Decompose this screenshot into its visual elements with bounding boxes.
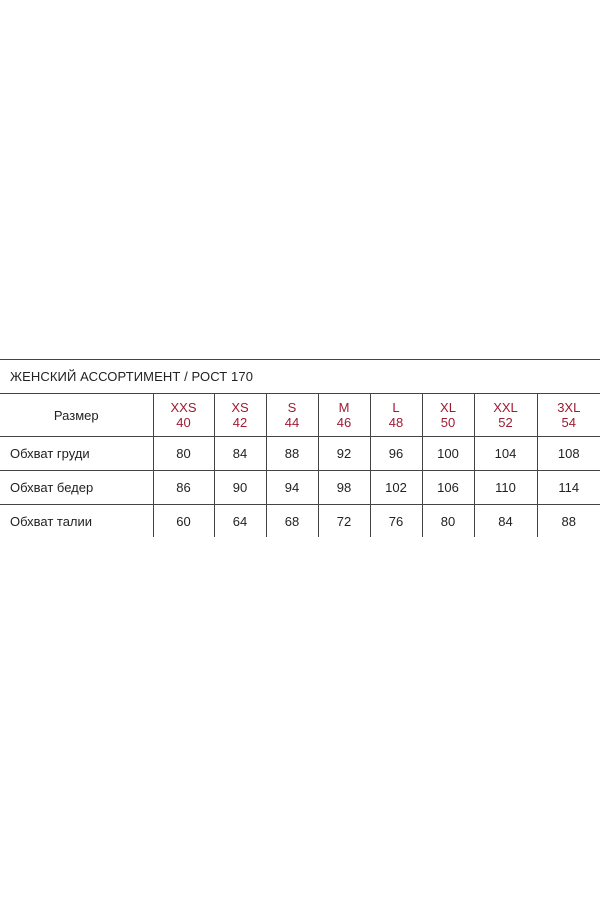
value-cell: 86 bbox=[153, 471, 214, 505]
value-cell: 76 bbox=[370, 505, 422, 538]
value-cell: 94 bbox=[266, 471, 318, 505]
value-cell: 72 bbox=[318, 505, 370, 538]
size-letter: XL bbox=[440, 400, 456, 415]
value-cell: 68 bbox=[266, 505, 318, 538]
size-number: 40 bbox=[176, 415, 191, 430]
size-header-label: Размер bbox=[0, 394, 153, 437]
size-cell bbox=[422, 394, 474, 437]
value-cell: 64 bbox=[214, 505, 266, 538]
table-title-row bbox=[0, 360, 600, 394]
size-chart-table bbox=[0, 359, 600, 537]
value-cell: 88 bbox=[266, 437, 318, 471]
value-cell: 88 bbox=[537, 505, 600, 538]
value-cell: 80 bbox=[153, 437, 214, 471]
row-label: Обхват бедер bbox=[0, 471, 153, 505]
value-cell: 100 bbox=[422, 437, 474, 471]
value-cell: 102 bbox=[370, 471, 422, 505]
value-cell: 92 bbox=[318, 437, 370, 471]
size-number: 44 bbox=[284, 415, 300, 430]
size-letter: S bbox=[287, 400, 297, 415]
value-cell: 108 bbox=[537, 437, 600, 471]
size-cell bbox=[266, 394, 318, 437]
value-cell: 106 bbox=[422, 471, 474, 505]
size-letter: L bbox=[392, 400, 400, 415]
size-letter: 3XL bbox=[557, 400, 581, 415]
size-number: 42 bbox=[232, 415, 248, 430]
value-cell: 60 bbox=[153, 505, 214, 538]
value-cell: 84 bbox=[474, 505, 537, 538]
size-number: 46 bbox=[336, 415, 352, 430]
value-cell: 114 bbox=[537, 471, 600, 505]
value-cell: 84 bbox=[214, 437, 266, 471]
size-cell bbox=[537, 394, 600, 437]
row-label: Обхват талии bbox=[0, 505, 153, 538]
size-cell bbox=[318, 394, 370, 437]
value-cell: 80 bbox=[422, 505, 474, 538]
value-cell: 110 bbox=[474, 471, 537, 505]
size-letter: XXS bbox=[170, 400, 197, 415]
value-cell: 98 bbox=[318, 471, 370, 505]
size-number: 54 bbox=[561, 415, 577, 430]
value-cell: 96 bbox=[370, 437, 422, 471]
size-letter: M bbox=[338, 400, 350, 415]
size-number: 50 bbox=[440, 415, 456, 430]
size-number: 52 bbox=[498, 415, 513, 430]
size-letter: XS bbox=[231, 400, 249, 415]
table-row-hips bbox=[0, 471, 600, 505]
table-row-chest bbox=[0, 437, 600, 471]
size-letter: XXL bbox=[493, 400, 518, 415]
size-header-row bbox=[0, 394, 600, 437]
size-cell bbox=[214, 394, 266, 437]
size-cell bbox=[370, 394, 422, 437]
table-row-waist bbox=[0, 505, 600, 538]
size-number: 48 bbox=[388, 415, 404, 430]
value-cell: 90 bbox=[214, 471, 266, 505]
table-title: ЖЕНСКИЙ АССОРТИМЕНТ / РОСТ 170 bbox=[0, 360, 600, 394]
size-cell bbox=[153, 394, 214, 437]
size-cell bbox=[474, 394, 537, 437]
value-cell: 104 bbox=[474, 437, 537, 471]
row-label: Обхват груди bbox=[0, 437, 153, 471]
